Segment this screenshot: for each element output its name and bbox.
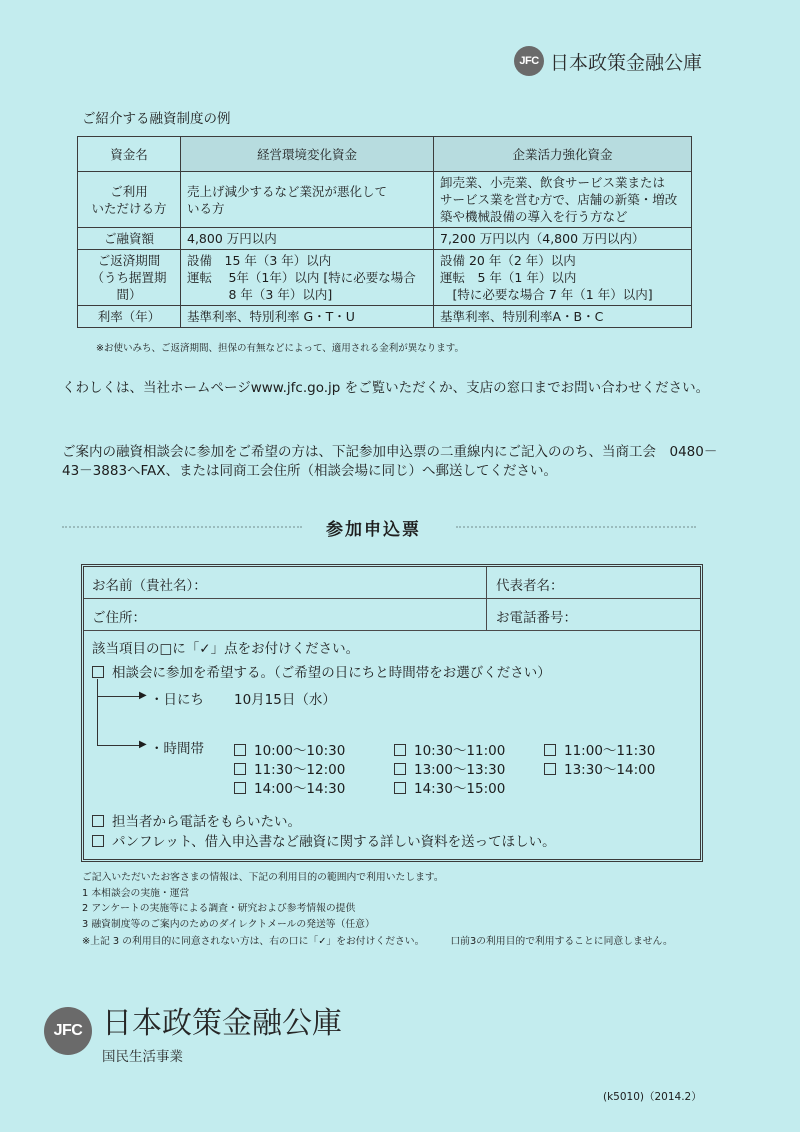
checkbox-icon[interactable] [394,782,406,794]
title-rule-left [62,526,302,528]
time-slot-option[interactable]: 14:00〜14:30 [234,777,345,797]
checkbox-icon[interactable] [234,782,246,794]
table-row [78,250,692,306]
table-row [78,172,692,228]
col-header-2: 企業活力強化資金 [434,137,692,172]
checkbox-icon[interactable] [234,744,246,756]
address-field[interactable]: ご住所： [92,610,146,626]
date-label: ・日にち [150,692,204,708]
privacy-item: 1 本相談会の実施・運営 [82,887,190,899]
section-title: ご紹介する融資制度の例 [82,111,231,127]
table-header-row [78,137,692,172]
date-value: 10月15日（水） [234,692,336,708]
time-slot-option[interactable]: 13:00〜13:30 [394,758,505,778]
form-title: 参加申込票 [326,520,421,540]
loan-table [77,136,692,328]
checkbox-icon[interactable] [92,835,104,847]
time-slot-option[interactable]: 10:30〜11:00 [394,739,505,759]
document-code: (k5010)（2014.2） [603,1091,702,1103]
table-cell: 基準利率、特別利率A・B・C [434,306,692,328]
time-slot-option[interactable]: 10:00〜10:30 [234,739,345,759]
arrow-right-icon: ▶ [139,739,147,750]
info-line: くわしくは、当社ホームページwww.jfc.go.jp をご覧いただくか、支店の窓口までお問い合わせください。 [62,380,710,396]
jfc-logo-icon: JFC [514,46,544,76]
table-cell: 卸売業、小売業、飲食サービス業または サービス業を営む方で、店舗の新築・増改 築や機械設備の導入を行う方など [434,172,692,228]
table-cell: 設備 15 年（3 年）以内 運転 5年（1年）以内 [特に必要な場合 8 年（3 年）以内] [181,250,434,306]
row-label: 利率（年） [78,306,181,328]
row-label: ご返済期間 （うち据置期間） [78,250,181,306]
field-divider [486,567,487,630]
row-label: ご融資額 [78,228,181,250]
checkbox-icon[interactable] [544,763,556,775]
header-logo [514,46,702,76]
privacy-intro: ご記入いただいたお客さまの情報は、下記の利用目的の範囲内で利用いたします。 [82,872,444,883]
checkbox-icon[interactable] [92,815,104,827]
privacy-optout: ※上記 3 の利用目的に同意されない方は、右の口に「✓」をお付けください。 [82,936,425,947]
guide-text: ご案内の融資相談会に参加をご希望の方は、下記参加申込票の二重線内にご記入ののち、当商工会 0480－43－3883へFAX、または同商工会住所（相談会場に同じ）へ郵送してください。 [62,444,718,479]
checkbox-icon[interactable] [394,763,406,775]
time-slot-option[interactable]: 11:30〜12:00 [234,758,345,778]
footer-logo [44,1007,342,1065]
arrow-right-icon: ▶ [139,690,147,701]
jfc-logo-icon: JFC [44,1007,92,1055]
tree-branch [97,696,141,697]
time-slot-option[interactable]: 14:30〜15:00 [394,777,505,797]
form-instruction: 該当項目の□に「✓」点をお付けください。 [92,641,360,657]
representative-field[interactable]: 代表者名： [496,578,564,594]
tree-branch [97,745,141,746]
row-label: ご利用 いただける方 [78,172,181,228]
checkbox-icon[interactable] [544,744,556,756]
tree-line [97,679,98,745]
col-header-1: 経営環境変化資金 [181,137,434,172]
address-row [84,598,700,631]
privacy-item: 2 アンケートの実施等による調査・研究および参考情報の提供 [82,903,356,914]
checkbox-icon[interactable] [92,666,104,678]
footer-org-name: 日本政策金融公庫 [102,1006,342,1041]
table-cell: 設備 20 年（2 年）以内 運転 5 年（1 年）以内 [特に必要な場合 7 年（1 年）以内] [434,250,692,306]
title-rule-right [456,526,696,528]
time-slot-option[interactable]: 13:30〜14:00 [544,758,655,778]
name-field[interactable]: お名前（貴社名）： [92,578,207,594]
privacy-optout-checkbox[interactable]: 口前3の利用目的で利用することに同意しません。 [450,936,673,947]
attend-option[interactable]: 相談会に参加を希望する。（ご希望の日にちと時間帯をお選びください） [92,661,551,681]
privacy-item: 3 融資制度等のご案内のためのダイレクトメールの発送等（任意） [82,918,375,930]
time-label: ・時間帯 [150,741,204,757]
table-cell: 4,800 万円以内 [181,228,434,250]
pamphlet-option[interactable]: パンフレット、借入申込書など融資に関する詳しい資料を送ってほしい。 [92,830,556,850]
table-cell: 基準利率、特別利率 G・T・U [181,306,434,328]
phone-field[interactable]: お電話番号： [496,610,577,626]
org-name: 日本政策金融公庫 [550,51,703,74]
table-row [78,306,692,328]
checkbox-icon[interactable] [394,744,406,756]
table-note: ※お使いみち、ご返済期間、担保の有無などによって、適用される金利が異なります。 [96,343,465,354]
table-cell: 売上げ減少するなど業況が悪化して いる方 [181,172,434,228]
application-form [81,564,703,862]
col-header-fund: 資金名 [78,137,181,172]
checkbox-icon[interactable] [234,763,246,775]
footer-division: 国民生活事業 [102,1049,183,1065]
privacy-notice [82,870,673,950]
call-option[interactable]: 担当者から電話をもらいたい。 [92,810,301,830]
table-cell: 7,200 万円以内（4,800 万円以内） [434,228,692,250]
table-row [78,228,692,250]
time-slot-option[interactable]: 11:00〜11:30 [544,739,655,759]
